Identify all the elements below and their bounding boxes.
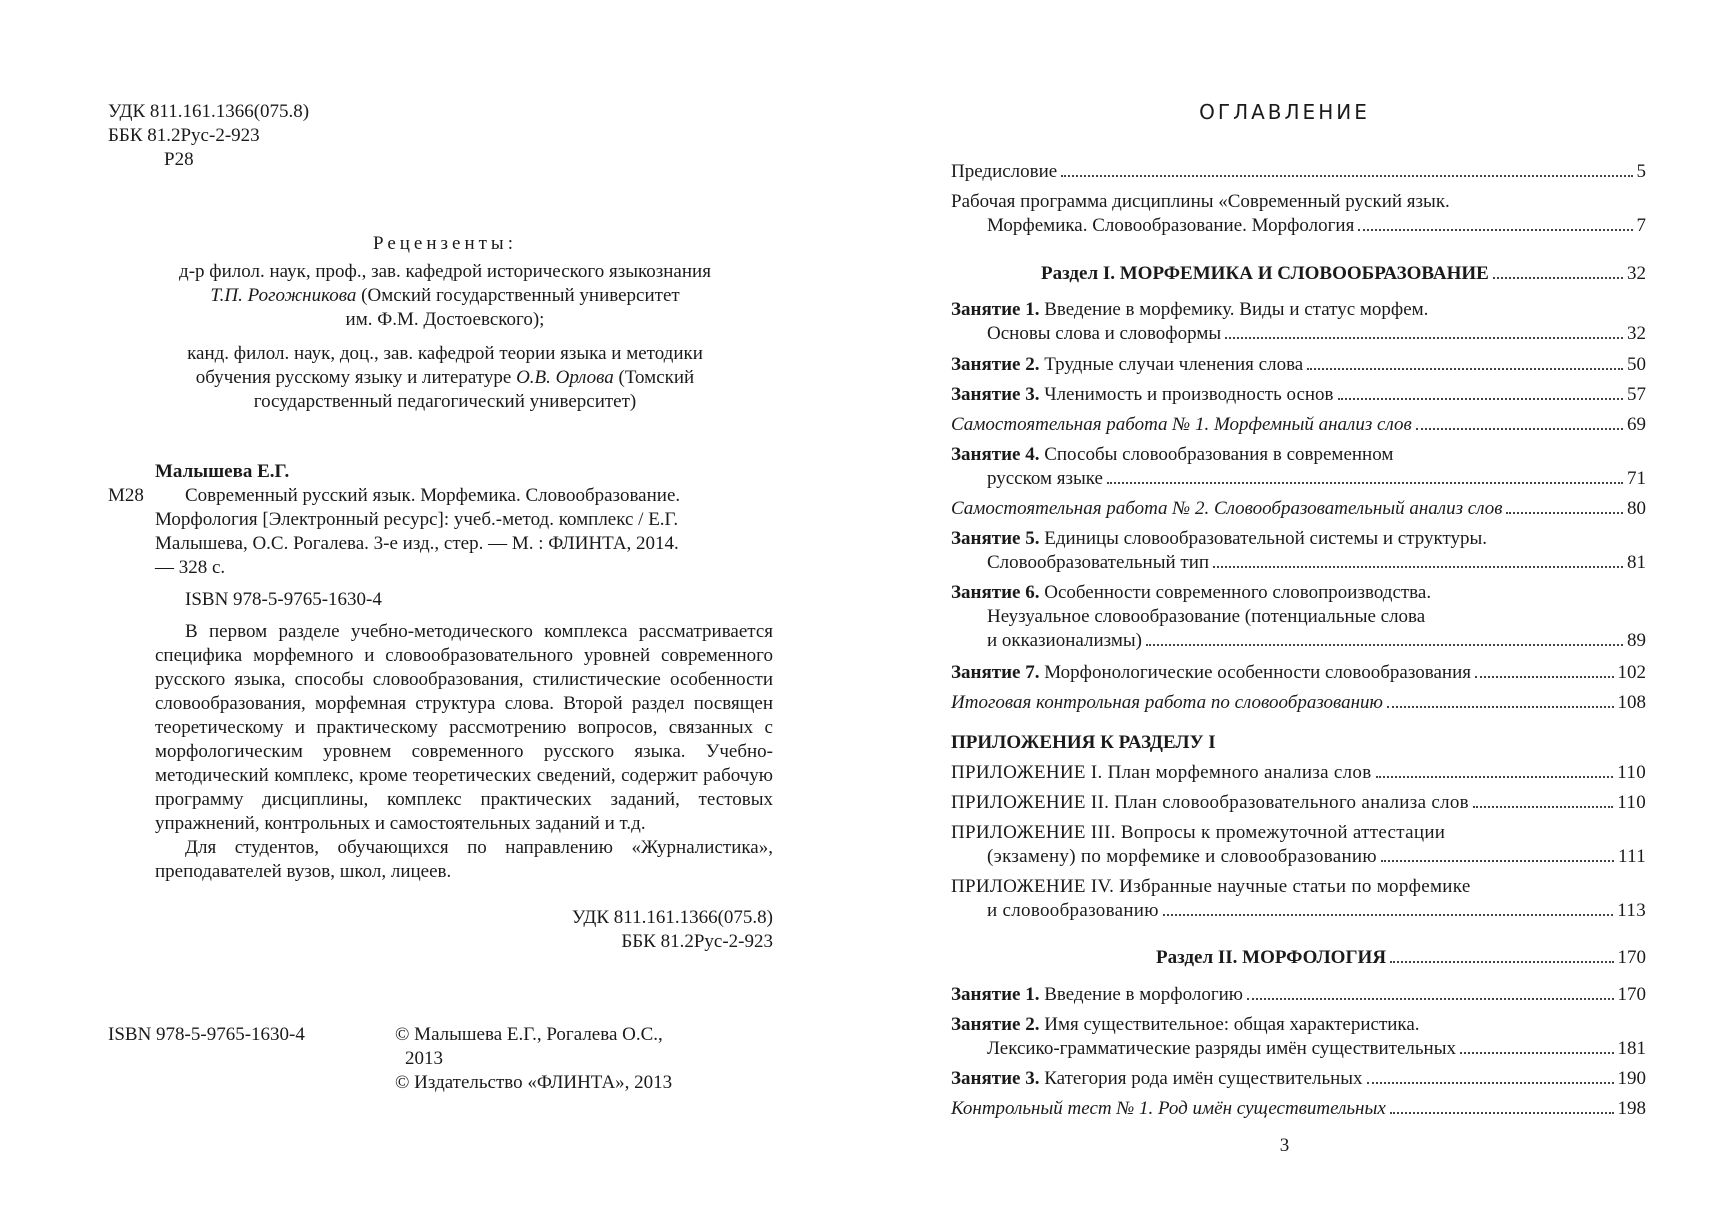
toc-page-number: 110 — [1617, 792, 1646, 813]
right-page — [856, 0, 1713, 1211]
toc-morph-lesson-3[interactable] — [951, 1067, 1646, 1091]
toc-entry-text: ПРИЛОЖЕНИЕ I. План морфемного анализа слов — [951, 762, 1372, 783]
left-page — [0, 0, 856, 1211]
toc-entry-text: Словообразовательный тип — [987, 552, 1210, 573]
toc-page-number: 69 — [1627, 414, 1646, 435]
imprint-block — [108, 100, 309, 172]
toc-page-number: 110 — [1617, 762, 1646, 783]
toc-leader — [1247, 998, 1614, 1000]
toc-lesson-label: Занятие 5. — [951, 528, 1040, 549]
toc-self-work-1[interactable] — [951, 413, 1646, 437]
toc-lesson-5[interactable] — [951, 527, 1646, 575]
toc-entry-text: Контрольный тест № 1. Род имён существительных — [951, 1098, 1386, 1119]
bbk-code: ББК 81.2Рус-2-923 — [108, 125, 260, 146]
toc-page-number: 170 — [1617, 984, 1646, 1005]
toc-leader — [1061, 175, 1632, 177]
toc-section-1[interactable] — [951, 262, 1646, 286]
toc-entry-text: (экзамену) по морфемике и словообразованию — [987, 846, 1377, 867]
toc-page-number: 113 — [1617, 900, 1646, 921]
toc-self-work-2[interactable] — [951, 497, 1646, 521]
reviewer-1-name: Т.П. Рогожникова — [210, 285, 357, 306]
toc-leader — [1146, 644, 1623, 646]
toc-appendix-1[interactable] — [951, 761, 1646, 785]
reviewer-1-org: (Омский государственный университет — [356, 285, 680, 306]
toc-entry-text: ПРИЛОЖЕНИЕ II. План словообразовательного анализа слов — [951, 792, 1469, 813]
toc-leader — [1460, 1052, 1614, 1054]
reviewer-2-title: канд. филол. наук, доц., зав. кафедрой теории языка и методики — [187, 343, 703, 364]
toc-appendix-heading — [951, 731, 1646, 755]
toc-morph-lesson-2[interactable] — [951, 1013, 1646, 1061]
annotation-paragraph-1: В первом разделе учебно-методического комплекса рассматривается специфика морфемного и словообразовательного уровней современного русского языка, способы словообразования, стилистические особенности словообразования, морфемная структура слова. Второй раздел посвящен теоретическому и практическому рассмотрению вопросов, связанных с морфологическим уровнем современного русского языка. Учебно-методический комплекс, кроме теоретических сведений, содержит рабочую программу дисциплины, комплекс практических заданий, тестовых упражнений, контрольных и самостоятельных заданий и т.д. — [155, 621, 773, 834]
toc-entry-text: Трудные случаи членения слова — [1039, 354, 1304, 375]
toc-appendix-4[interactable] — [951, 875, 1646, 923]
toc-entry-text: Итоговая контрольная работа по словообразованию — [951, 692, 1383, 713]
toc-leader — [1163, 914, 1614, 916]
toc-entry-text: и словообразованию — [987, 900, 1159, 921]
toc-lesson-label: Занятие 2. — [951, 354, 1040, 375]
toc-entry-program[interactable] — [951, 190, 1646, 238]
toc-leader — [1338, 398, 1623, 400]
toc-page-number: 32 — [1627, 323, 1646, 344]
toc-page-number: 81 — [1627, 552, 1646, 573]
toc-final-test[interactable] — [951, 691, 1646, 715]
toc-page-number: 89 — [1627, 630, 1646, 651]
copyright-publisher: © Издательство «ФЛИНТА», 2013 — [395, 1072, 673, 1093]
toc-page-number: 190 — [1617, 1068, 1646, 1089]
reviewers-block — [120, 232, 770, 424]
toc-page-number: 80 — [1627, 498, 1646, 519]
bib-line-2: Морфология [Электронный ресурс]: учеб.-метод. комплекс / Е.Г. — [155, 509, 679, 530]
toc-entry-text: Морфемика. Словообразование. Морфология — [987, 215, 1355, 236]
bib-line-4: — 328 с. — [155, 557, 226, 578]
toc-leader — [1358, 229, 1632, 231]
toc-entry-text: Введение в морфологию — [1039, 984, 1243, 1005]
toc-entry-text: Основы слова и словоформы — [987, 323, 1222, 344]
reviewer-1 — [120, 260, 770, 332]
toc-leader — [1416, 428, 1623, 430]
toc-leader — [1475, 676, 1614, 678]
isbn: ISBN 978-5-9765-1630-4 — [185, 589, 382, 610]
toc-leader — [1473, 806, 1613, 808]
toc-page-number: 108 — [1617, 692, 1646, 713]
toc-appendix-3[interactable] — [951, 821, 1646, 869]
toc-page-number: 102 — [1617, 662, 1646, 683]
reviewer-2-name: О.В. Орлова — [516, 367, 614, 388]
toc-entry-text: ПРИЛОЖЕНИЕ IV. Избранные научные статьи по морфемике — [951, 876, 1471, 897]
copyright-block — [395, 1023, 672, 1095]
toc-lesson-label: Занятие 1. — [951, 299, 1040, 320]
classification-footer — [155, 906, 773, 954]
isbn-bottom: ISBN 978-5-9765-1630-4 — [108, 1024, 305, 1045]
toc-leader — [1390, 1112, 1614, 1114]
bib-line-3: Малышева, О.С. Рогалева. 3-е изд., стер. — М. : ФЛИНТА, 2014. — [155, 533, 679, 554]
author-mark: Р28 — [164, 149, 194, 170]
toc-leader — [1390, 961, 1613, 963]
toc-morph-lesson-1[interactable] — [951, 983, 1646, 1007]
page-number: 3 — [1279, 1135, 1290, 1156]
toc-entry-text: ПРИЛОЖЕНИЕ III. Вопросы к промежуточной аттестации — [951, 822, 1446, 843]
annotation-paragraph-2: Для студентов, обучающихся по направлению «Журналистика», преподавателей вузов, школ, лицеев. — [155, 837, 773, 882]
toc-entry-text: Самостоятельная работа № 2. Словообразовательный анализ слов — [951, 498, 1503, 519]
toc-entry-text: Лексико-грамматические разряды имён существительных — [987, 1038, 1456, 1059]
toc-entry-text: Способы словообразования в современном — [1039, 444, 1394, 465]
reviewer-1-title: д-р филол. наук, проф., зав. кафедрой исторического языкознания — [179, 261, 711, 282]
toc-leader — [1107, 482, 1623, 484]
toc-section-2[interactable] — [951, 946, 1646, 970]
toc-lesson-label: Занятие 2. — [951, 1014, 1040, 1035]
toc-page-number: 32 — [1627, 263, 1646, 284]
toc-leader — [1506, 512, 1623, 514]
toc-leader — [1307, 368, 1623, 370]
toc-leader — [1213, 566, 1623, 568]
toc-entry-text: Имя существительное: общая характеристика. — [1039, 1014, 1420, 1035]
bbk-footer: ББК 81.2Рус-2-923 — [621, 931, 773, 952]
toc-lesson-label: Занятие 4. — [951, 444, 1040, 465]
bibliographic-record — [155, 484, 773, 580]
table-of-contents — [951, 0, 1646, 1211]
toc-lesson-label: Занятие 1. — [951, 984, 1040, 1005]
toc-lesson-label: Занятие 6. — [951, 582, 1040, 603]
udk-footer: УДК 811.161.1366(075.8) — [571, 907, 773, 928]
catalog-mark: М28 — [108, 485, 144, 506]
toc-section-title: Раздел I. МОРФЕМИКА И СЛОВООБРАЗОВАНИЕ — [1041, 263, 1489, 284]
toc-page-number: 7 — [1636, 215, 1646, 236]
toc-appendix-2[interactable] — [951, 791, 1646, 815]
toc-entry-text: Рабочая программа дисциплины «Современный руский язык. — [951, 191, 1450, 212]
toc-lesson-6[interactable] — [951, 581, 1646, 653]
toc-entry-text: Введение в морфемику. Виды и статус морфем. — [1039, 299, 1429, 320]
reviewer-2-title-2: обучения русскому языку и литературе — [195, 367, 517, 388]
reviewer-2 — [120, 342, 770, 414]
toc-page-number: 50 — [1627, 354, 1646, 375]
toc-leader — [1493, 277, 1623, 279]
toc-lesson-3[interactable] — [951, 383, 1646, 407]
toc-lesson-label: Занятие 3. — [951, 384, 1040, 405]
reviewer-2-org: (Томский — [613, 367, 695, 388]
reviewer-1-org-2: им. Ф.М. Достоевского); — [345, 309, 545, 330]
toc-entry-text: Единицы словообразовательной системы и структуры. — [1039, 528, 1488, 549]
author-name: Малышева Е.Г. — [155, 461, 290, 482]
toc-section-title: Раздел II. МОРФОЛОГИЯ — [1156, 947, 1387, 968]
toc-entry-text: и окказионализмы) — [987, 630, 1142, 651]
toc-page-number: 111 — [1618, 846, 1646, 867]
udk-code: УДК 811.161.1366(075.8) — [108, 101, 310, 122]
copyright-year: 2013 — [405, 1048, 443, 1069]
toc-lesson-4[interactable] — [951, 443, 1646, 491]
toc-page-number: 57 — [1627, 384, 1646, 405]
toc-title: ОГЛАВЛЕНИЕ — [1199, 100, 1370, 124]
toc-leader — [1376, 776, 1614, 778]
toc-page-number: 181 — [1617, 1038, 1646, 1059]
annotation — [155, 620, 773, 884]
toc-entry-text: Категория рода имён существительных — [1039, 1068, 1363, 1089]
toc-lesson-2[interactable] — [951, 353, 1646, 377]
toc-leader — [1225, 337, 1623, 339]
copyright-authors: © Малышева Е.Г., Рогалева О.С., — [395, 1024, 663, 1045]
toc-entry-text: русском языке — [987, 468, 1103, 489]
toc-entry-text: Неузуальное словообразование (потенциальные слова — [987, 606, 1426, 627]
toc-entry-text: Особенности современного словопроизводства. — [1039, 582, 1432, 603]
toc-leader — [1367, 1082, 1614, 1084]
toc-lesson-1[interactable] — [951, 298, 1646, 346]
toc-entry-text: Морфонологические особенности словообразования — [1039, 662, 1471, 683]
bib-line-1: Современный русский язык. Морфемика. Словообразование. — [185, 485, 681, 506]
toc-page-number: 198 — [1617, 1098, 1646, 1119]
toc-entry-preface[interactable] — [951, 160, 1646, 184]
toc-appendix-title: ПРИЛОЖЕНИЯ К РАЗДЕЛУ I — [951, 732, 1216, 753]
toc-leader — [1381, 860, 1614, 862]
toc-entry-text: Членимость и производность основ — [1039, 384, 1334, 405]
toc-lesson-label: Занятие 3. — [951, 1068, 1040, 1089]
reviewer-2-org-2: государственный педагогический университет) — [253, 391, 637, 412]
reviewers-heading: Рецензенты: — [373, 233, 517, 254]
toc-control-test-1[interactable] — [951, 1097, 1646, 1121]
toc-leader — [1387, 706, 1614, 708]
toc-lesson-label: Занятие 7. — [951, 662, 1040, 683]
toc-entry-text: Предисловие — [951, 161, 1058, 182]
toc-page-number: 170 — [1617, 947, 1646, 968]
toc-lesson-7[interactable] — [951, 661, 1646, 685]
toc-entry-text: Самостоятельная работа № 1. Морфемный анализ слов — [951, 414, 1412, 435]
toc-page-number: 5 — [1636, 161, 1646, 182]
toc-page-number: 71 — [1627, 468, 1646, 489]
